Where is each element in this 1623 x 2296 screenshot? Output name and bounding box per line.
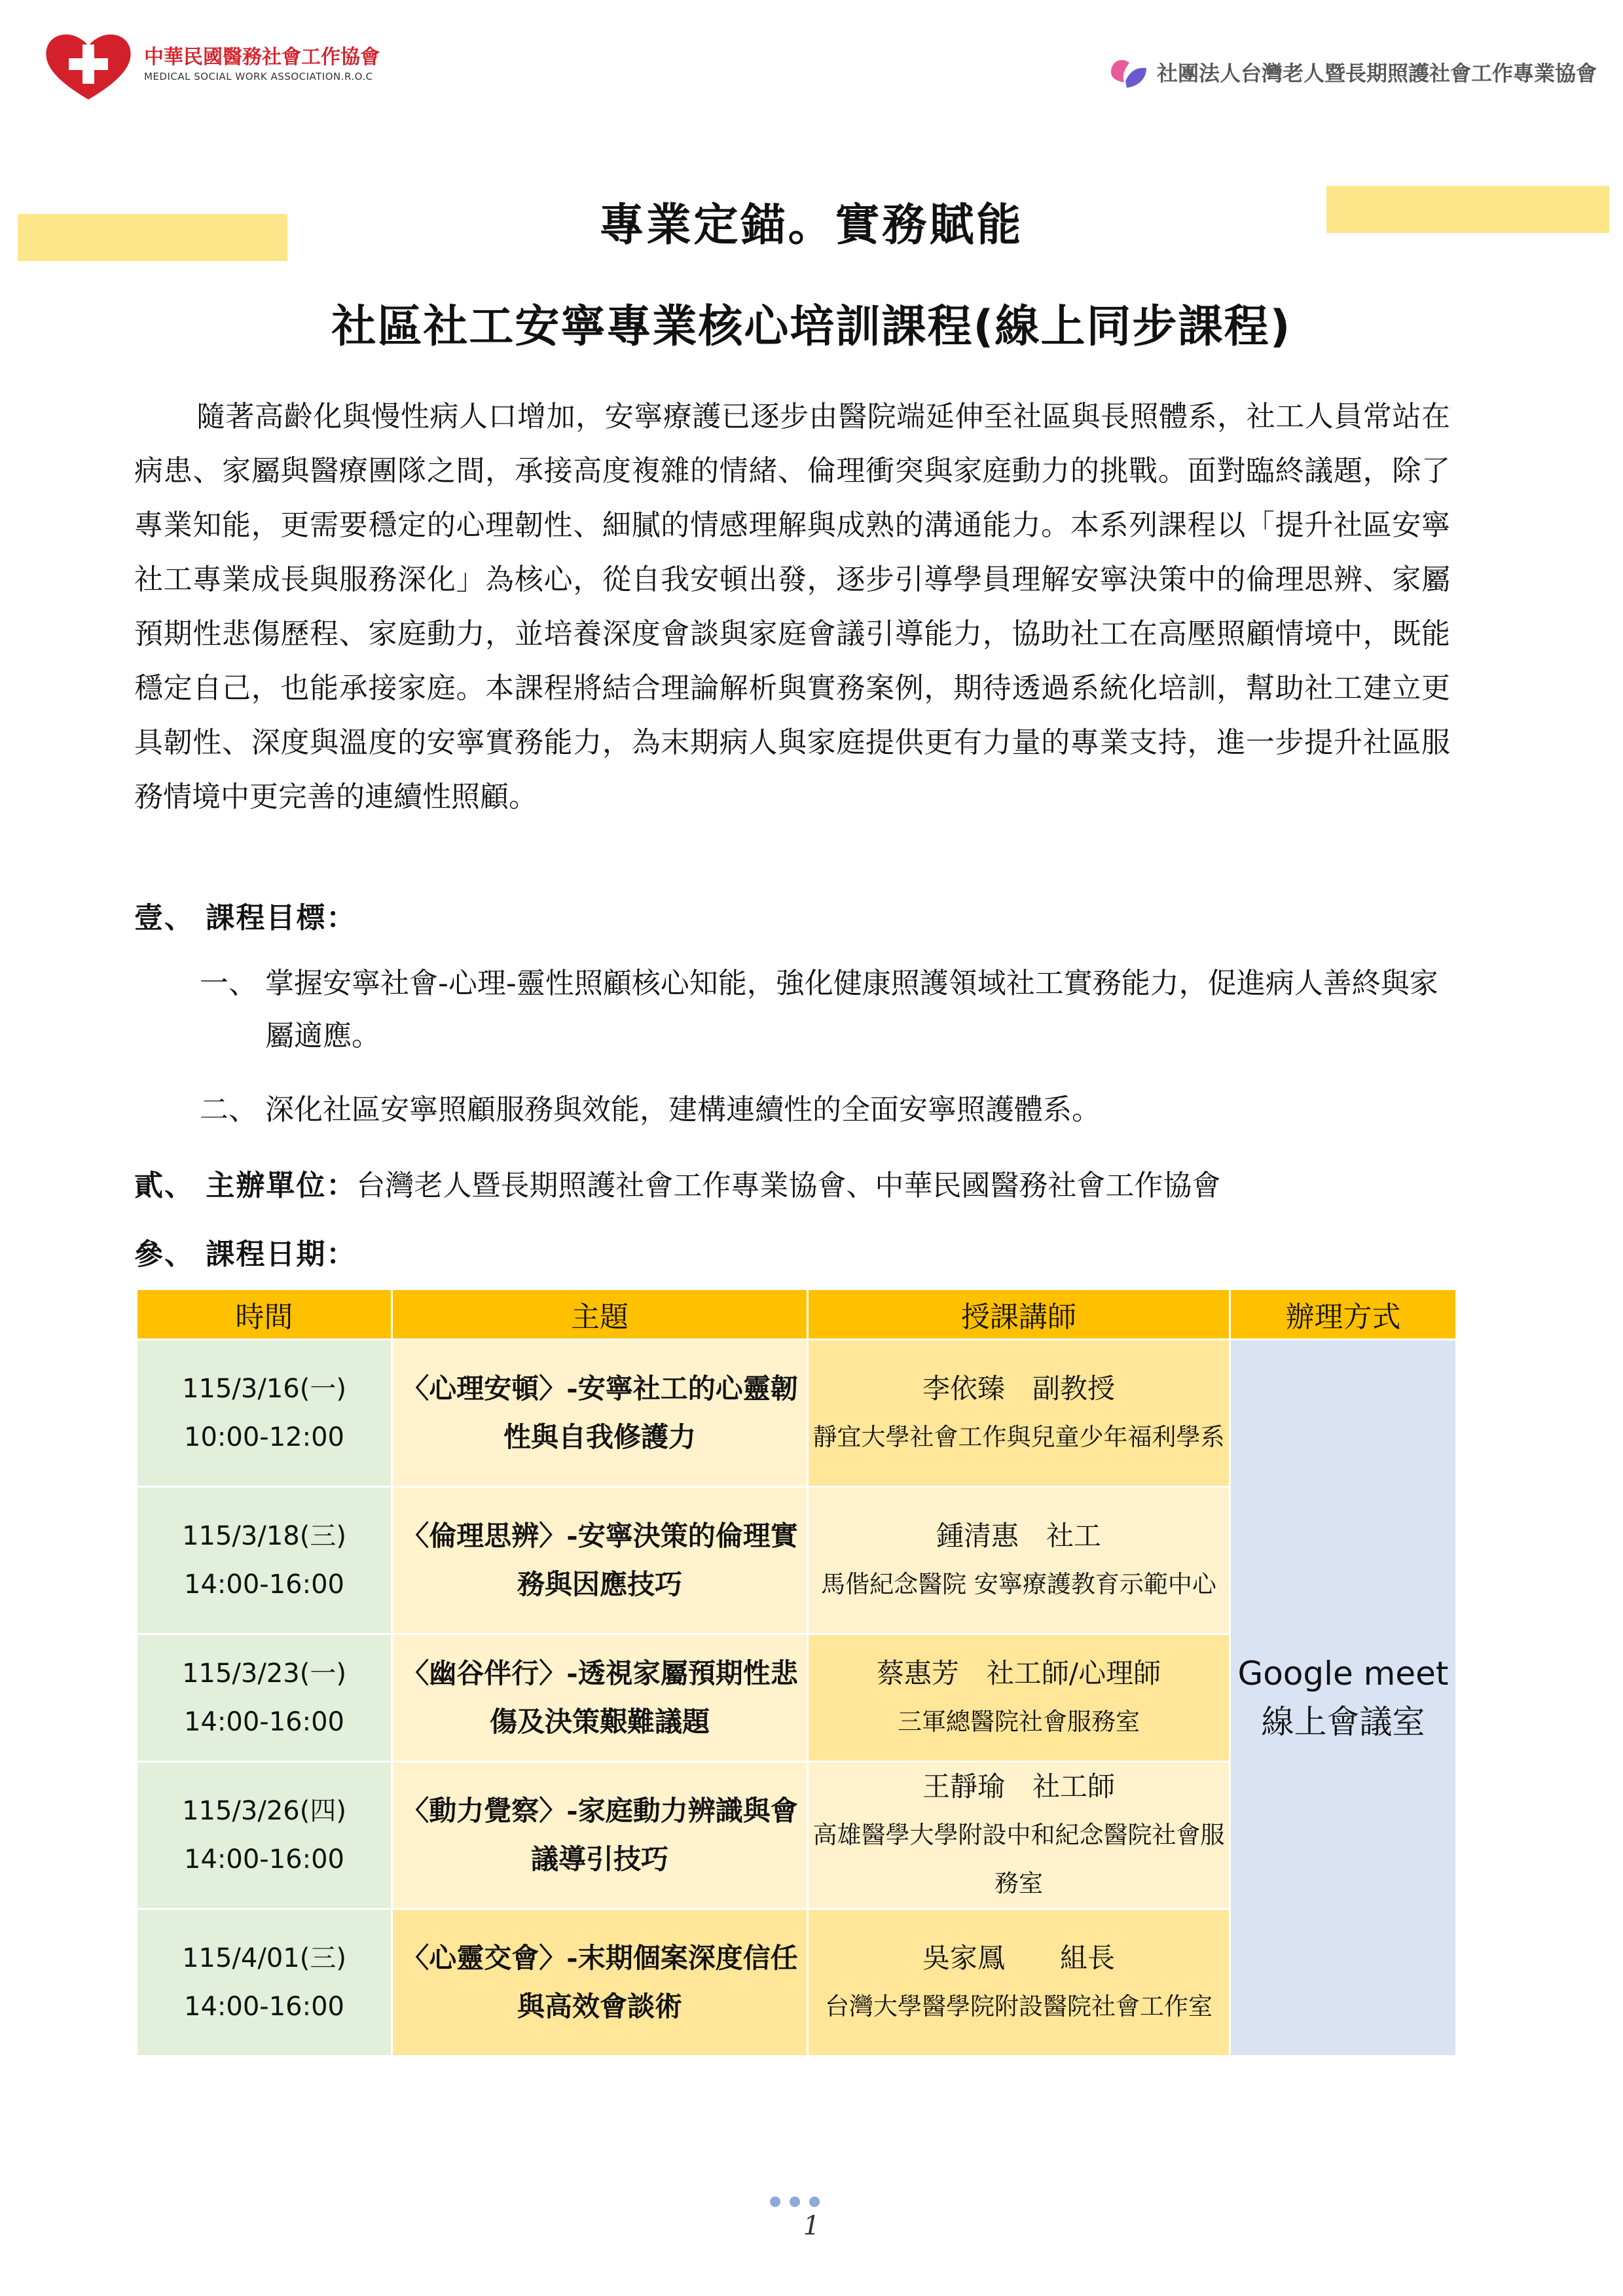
topic-cell: 〈幽谷伴行〉-透視家屬預期性悲傷及決策艱難議題 bbox=[392, 1634, 808, 1762]
teacher-name: 李依臻 副教授 bbox=[922, 1372, 1115, 1405]
goal-item bbox=[200, 958, 1463, 1062]
goal-text: 深化社區安寧照顧服務與效能，建構連續性的全面安寧照護體系。 bbox=[265, 1093, 1101, 1126]
table-header-row bbox=[137, 1289, 1457, 1340]
topic-cell: 〈倫理思辨〉-安寧決策的倫理實務與因應技巧 bbox=[392, 1487, 808, 1634]
topic-cell: 〈心理安頓〉-安寧社工的心靈韌性與自我修護力 bbox=[392, 1340, 808, 1487]
left-logo-name-zh: 中華民國醫務社會工作協會 bbox=[144, 46, 380, 69]
mode-cell bbox=[1230, 1340, 1457, 2056]
organizer-heading: 貳、 主辦單位： bbox=[134, 1169, 357, 1202]
header-mode: 辦理方式 bbox=[1230, 1289, 1457, 1340]
teacher-org: 三軍總醫院社會服務室 bbox=[898, 1708, 1140, 1736]
session-date: 115/3/18(三) bbox=[182, 1521, 346, 1551]
goal-number: 一、 bbox=[200, 967, 257, 1000]
header-topic: 主題 bbox=[392, 1289, 808, 1340]
teacher-name: 蔡惠芳 社工師/心理師 bbox=[876, 1657, 1161, 1689]
organizer-line bbox=[134, 1162, 1220, 1204]
schedule-heading: 參、 課程日期： bbox=[134, 1238, 357, 1271]
teacher-cell bbox=[808, 1762, 1230, 1909]
date-cell bbox=[137, 1487, 392, 1634]
msw-association-logo bbox=[39, 26, 380, 105]
page-dots-decoration bbox=[770, 2197, 820, 2207]
page-subtitle: 社區社工安寧專業核心培訓課程(線上同步課程) bbox=[331, 301, 1292, 353]
session-date: 115/3/16(一) bbox=[182, 1374, 346, 1404]
mode-platform: Google meet bbox=[1237, 1655, 1449, 1693]
topic-cell: 〈心靈交會〉-末期個案深度信任與高效會談術 bbox=[392, 1909, 808, 2056]
topic-cell: 〈動力覺察〉-家庭動力辨識與會議導引技巧 bbox=[392, 1762, 808, 1909]
hands-icon bbox=[1106, 52, 1152, 92]
header-time: 時間 bbox=[137, 1289, 392, 1340]
left-logo-name-en: MEDICAL SOCIAL WORK ASSOCIATION.R.O.C bbox=[144, 71, 373, 82]
table-row bbox=[137, 1340, 1457, 1487]
session-time: 14:00-16:00 bbox=[184, 1707, 344, 1737]
goal-text: 掌握安寧社會-心理-靈性照顧核心知能，強化健康照護領域社工實務能力，促進病人善終與家屬適應。 bbox=[265, 967, 1438, 1052]
date-cell bbox=[137, 1634, 392, 1762]
session-time: 14:00-16:00 bbox=[184, 1844, 344, 1874]
teacher-org: 高雄醫學大學附設中和紀念醫院社會服務室 bbox=[812, 1821, 1225, 1897]
session-date: 115/3/26(四) bbox=[182, 1796, 346, 1826]
page-title: 專業定錨。實務賦能 bbox=[599, 200, 1024, 251]
right-logo-name: 社團法人台灣老人暨長期照護社會工作專業協會 bbox=[1156, 61, 1597, 86]
date-cell bbox=[137, 1340, 392, 1487]
goal-number: 二、 bbox=[200, 1093, 257, 1126]
teacher-name: 王靜瑜 社工師 bbox=[922, 1770, 1115, 1803]
taiwan-ltc-association-logo bbox=[1106, 52, 1597, 92]
teacher-cell bbox=[808, 1634, 1230, 1762]
teacher-org: 馬偕紀念醫院 安寧療護教育示範中心 bbox=[821, 1570, 1216, 1598]
goals-heading: 壹、 課程目標： bbox=[134, 901, 357, 935]
session-date: 115/4/01(三) bbox=[182, 1943, 346, 1973]
teacher-name: 吳家鳳 組長 bbox=[922, 1942, 1115, 1974]
session-date: 115/3/23(一) bbox=[182, 1659, 346, 1689]
teacher-cell bbox=[808, 1487, 1230, 1634]
session-time: 14:00-16:00 bbox=[184, 1570, 344, 1600]
mode-room: 線上會議室 bbox=[1261, 1703, 1425, 1741]
teacher-cell bbox=[808, 1340, 1230, 1487]
organizer-text: 台灣老人暨長期照護社會工作專業協會、中華民國醫務社會工作協會 bbox=[356, 1169, 1221, 1202]
schedule-table bbox=[136, 1288, 1457, 2057]
date-cell bbox=[137, 1762, 392, 1909]
teacher-org: 台灣大學醫學院附設醫院社會工作室 bbox=[825, 1992, 1213, 2020]
heart-cross-icon bbox=[39, 26, 137, 105]
header-teacher: 授課講師 bbox=[808, 1289, 1230, 1340]
page-number: 1 bbox=[803, 2211, 820, 2241]
session-time: 10:00-12:00 bbox=[184, 1422, 344, 1452]
intro-paragraph: 隨著高齡化與慢性病人口增加，安寧療護已逐步由醫院端延伸至社區與長照體系，社工人員常站在病患、家屬與醫療團隊之間，承接高度複雜的情緒、倫理衝突與家庭動力的挑戰。面對臨終議題，除了專業知能，更需要穩定的心理韌性、細膩的情感理解與成熟的溝通能力。本系列課程以「提升社區安寧社工專業成長與服務深化」為核心，從自我安頓出發，逐步引導學員理解安寧決策中的倫理思辨、家屬預期性悲傷歷程、家庭動力，並培養深度會談與家庭會議引導能力，協助社工在高壓照顧情境中，既能穩定自己，也能承接家庭。本課程將結合理論解析與實務案例，期待透過系統化培訓，幫助社工建立更具韌性、深度與溫度的安寧實務能力，為末期病人與家庭提供更有力量的專業支持，進一步提升社區服務情境中更完善的連續性照顧。 bbox=[134, 400, 1450, 814]
teacher-org: 靜宜大學社會工作與兒童少年福利學系 bbox=[812, 1423, 1225, 1451]
session-time: 14:00-16:00 bbox=[184, 1992, 344, 2022]
teacher-cell bbox=[808, 1909, 1230, 2056]
goal-item bbox=[200, 1084, 1463, 1136]
teacher-name: 鍾清惠 社工 bbox=[936, 1520, 1101, 1552]
date-cell bbox=[137, 1909, 392, 2056]
